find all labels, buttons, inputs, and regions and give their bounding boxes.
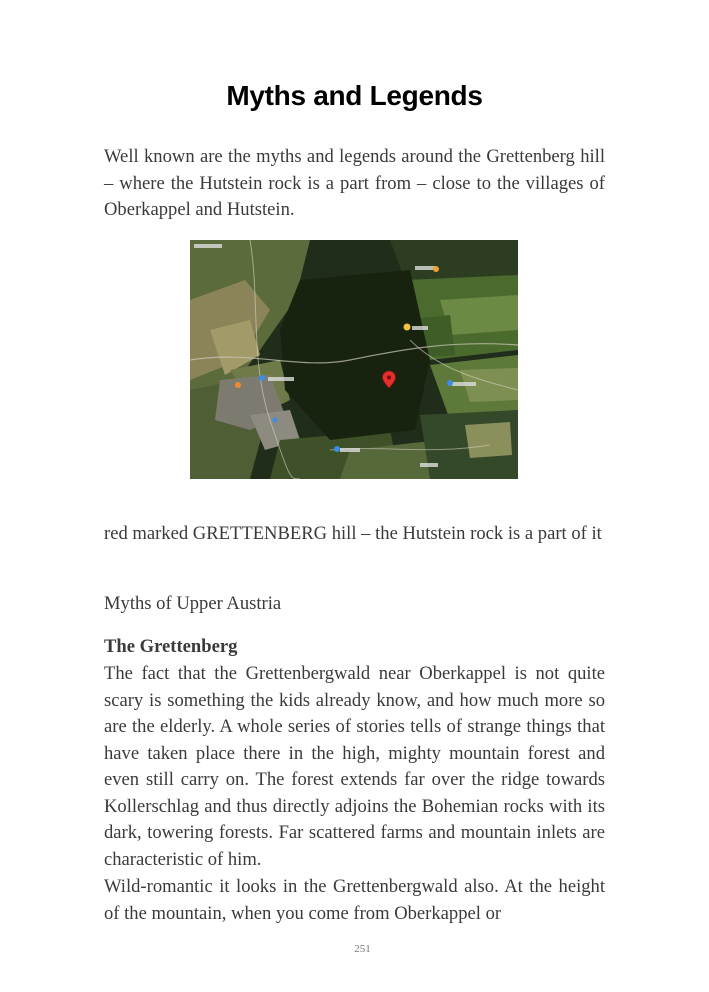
figure-caption: red marked GRETTENBERG hill – the Hutstein rock is a part of it [104, 523, 602, 544]
source-title: Myths of Upper Austria [104, 593, 282, 614]
satellite-map-image [190, 240, 518, 479]
section-heading: The Grettenberg [104, 636, 238, 657]
story-paragraph: The fact that the Grettenbergwald near Oberkappel is not quite scary is something the kids already know, and how much more so are the elderly. A whole series of stories tells of strange things that have taken place there in the high, mighty mountain forest and even still carry on. The forest extends far over the ridge towards Kollerschlag and thus directly adjoins the Bohemian rocks with its dark, towering forests. Far scattered farms and mountain inlets are characteristic of him. [104, 663, 605, 870]
page-title: Myths and Legends [226, 80, 483, 111]
satellite-map-figure [190, 240, 518, 479]
intro-paragraph: Well known are the myths and legends around the Grettenberg hill – where the Hutstein rock is a part from – close to the villages of Oberkappel and Hutstein. [104, 146, 605, 220]
page-number: 251 [354, 943, 371, 955]
story-paragraph-continued: Wild-romantic it looks in the Grettenbergwald also. At the height of the mountain, when you come from Oberkappel or [104, 876, 605, 924]
